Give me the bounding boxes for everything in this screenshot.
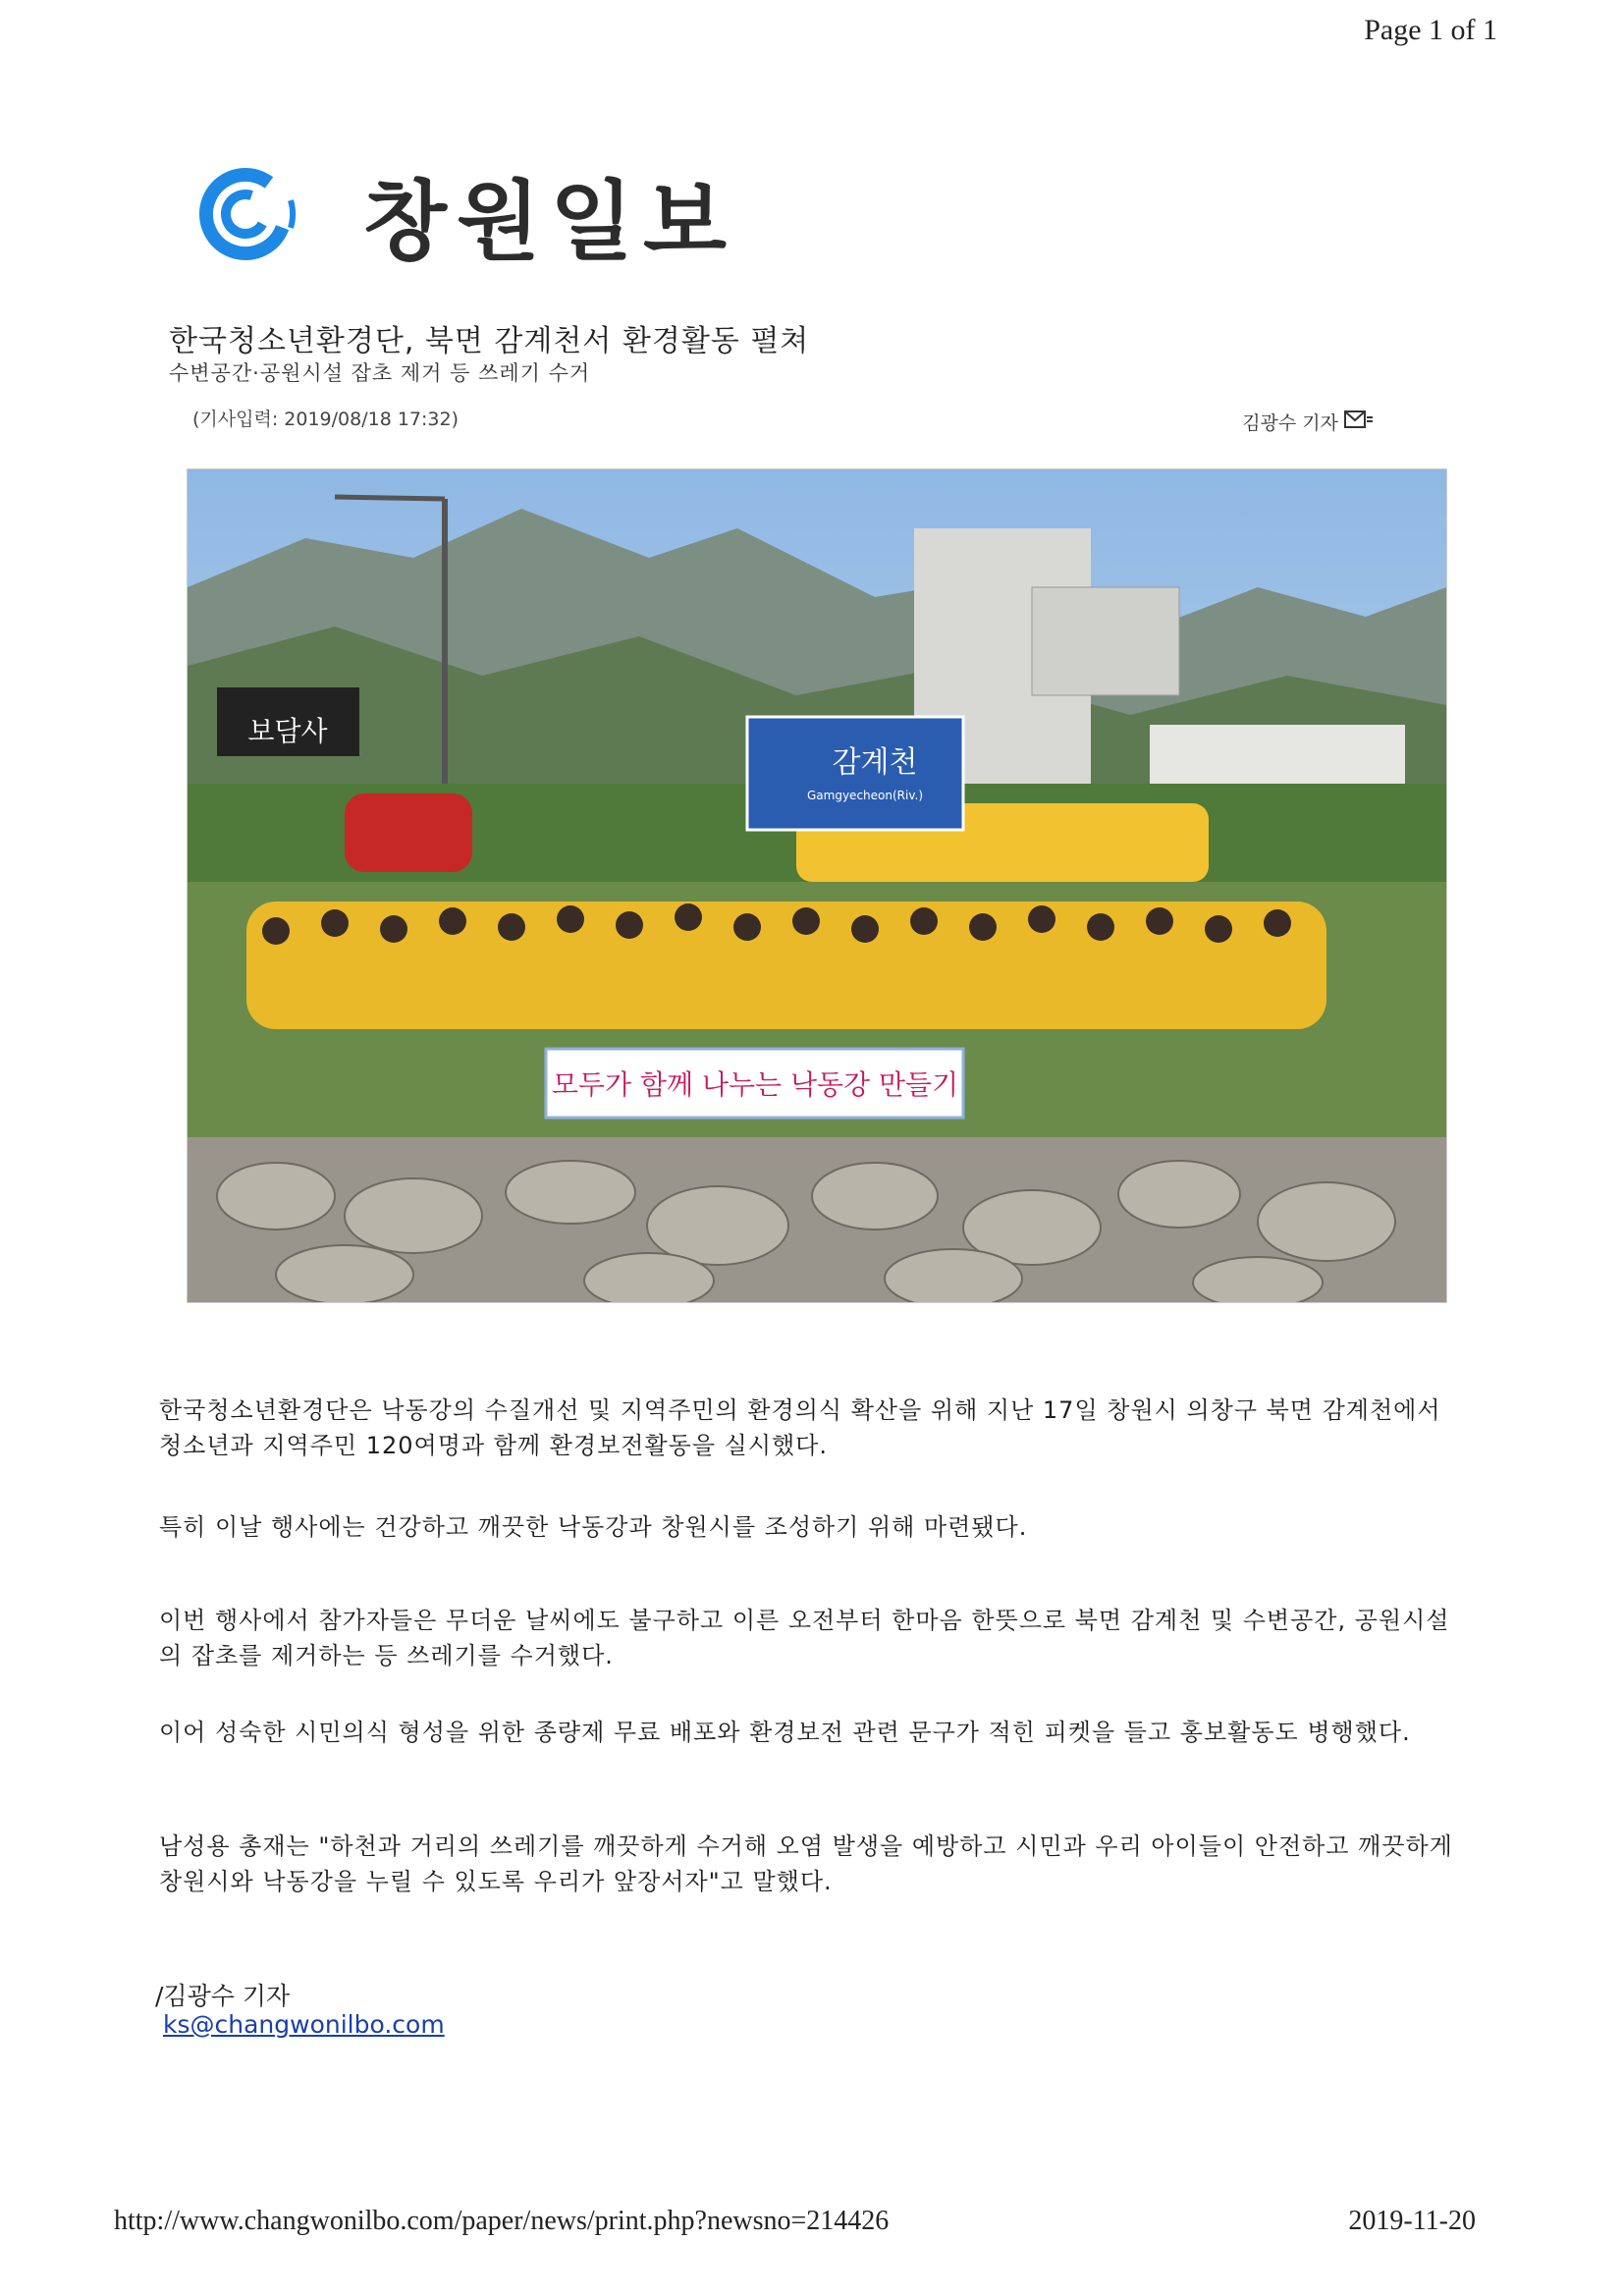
article-paragraph: 이번 행사에서 참가자들은 무더운 날씨에도 불구하고 이른 오전부터 한마음 한뜻으로 북면 감계천 및 수변공간, 공원시설의 잡초를 제거하는 등 쓰레기를 수거했다. <box>159 1607 1450 1669</box>
envelope-icon[interactable] <box>1344 409 1374 435</box>
article-headline: 한국청소년환경단, 북면 감계천서 환경활동 펼쳐 <box>169 324 810 358</box>
article-paragraph: 남성용 총재는 "하천과 거리의 쓰레기를 깨끗하게 수거해 오염 발생을 예방하고 시민과 우리 아이들이 안전하고 깨끗하게 창원시와 낙동강을 누릴 수 있도록 우리가 앞장서자"고 말했다. <box>159 1832 1453 1895</box>
article-paragraph: 이어 성숙한 시민의식 형성을 위한 종량제 무료 배포와 환경보전 관련 문구가 적힌 피켓을 들고 홍보활동도 병행했다. <box>159 1719 1411 1746</box>
footer-url: http://www.changwonilbo.com/paper/news/print.php?newsno=214426 <box>114 2206 890 2236</box>
article-timestamp: (기사입력: 2019/08/18 17:32) <box>192 409 459 430</box>
article-byline <box>1242 409 1374 435</box>
reporter-email-link[interactable]: ks@changwonilbo.com <box>163 2010 445 2039</box>
byline-name: 김광수 기자 <box>1242 412 1338 434</box>
reporter-signature: /김광수 기자 <box>155 1982 291 2010</box>
c-circle-logo-icon <box>196 165 312 263</box>
photo-sign-temple: 보담사 <box>247 715 328 747</box>
photo-banner: 모두가 함께 나누는 낙동강 만들기 <box>551 1068 959 1101</box>
article-subheadline: 수변공간·공원시설 잡초 제거 등 쓰레기 수거 <box>169 361 591 385</box>
photo-sign-stream: 감계천 <box>832 745 918 780</box>
page-counter: Page 1 of 1 <box>1364 14 1497 46</box>
article-paragraph: 특히 이날 행사에는 건강하고 깨끗한 낙동강과 창원시를 조성하기 위해 마련됐다. <box>159 1513 1028 1541</box>
footer-date: 2019-11-20 <box>1348 2206 1476 2236</box>
brand-name: 창원일보 <box>363 171 737 272</box>
article-photo <box>187 468 1447 1303</box>
article-paragraph: 한국청소년환경단은 낙동강의 수질개선 및 지역주민의 환경의식 확산을 위해 지난 17일 창원시 의창구 북면 감계천에서 청소년과 지역주민 120여명과 함께 환경보전활동을 실시했다. <box>159 1396 1441 1459</box>
photo-sign-stream-en: Gamgyecheon(Riv.) <box>807 789 923 802</box>
